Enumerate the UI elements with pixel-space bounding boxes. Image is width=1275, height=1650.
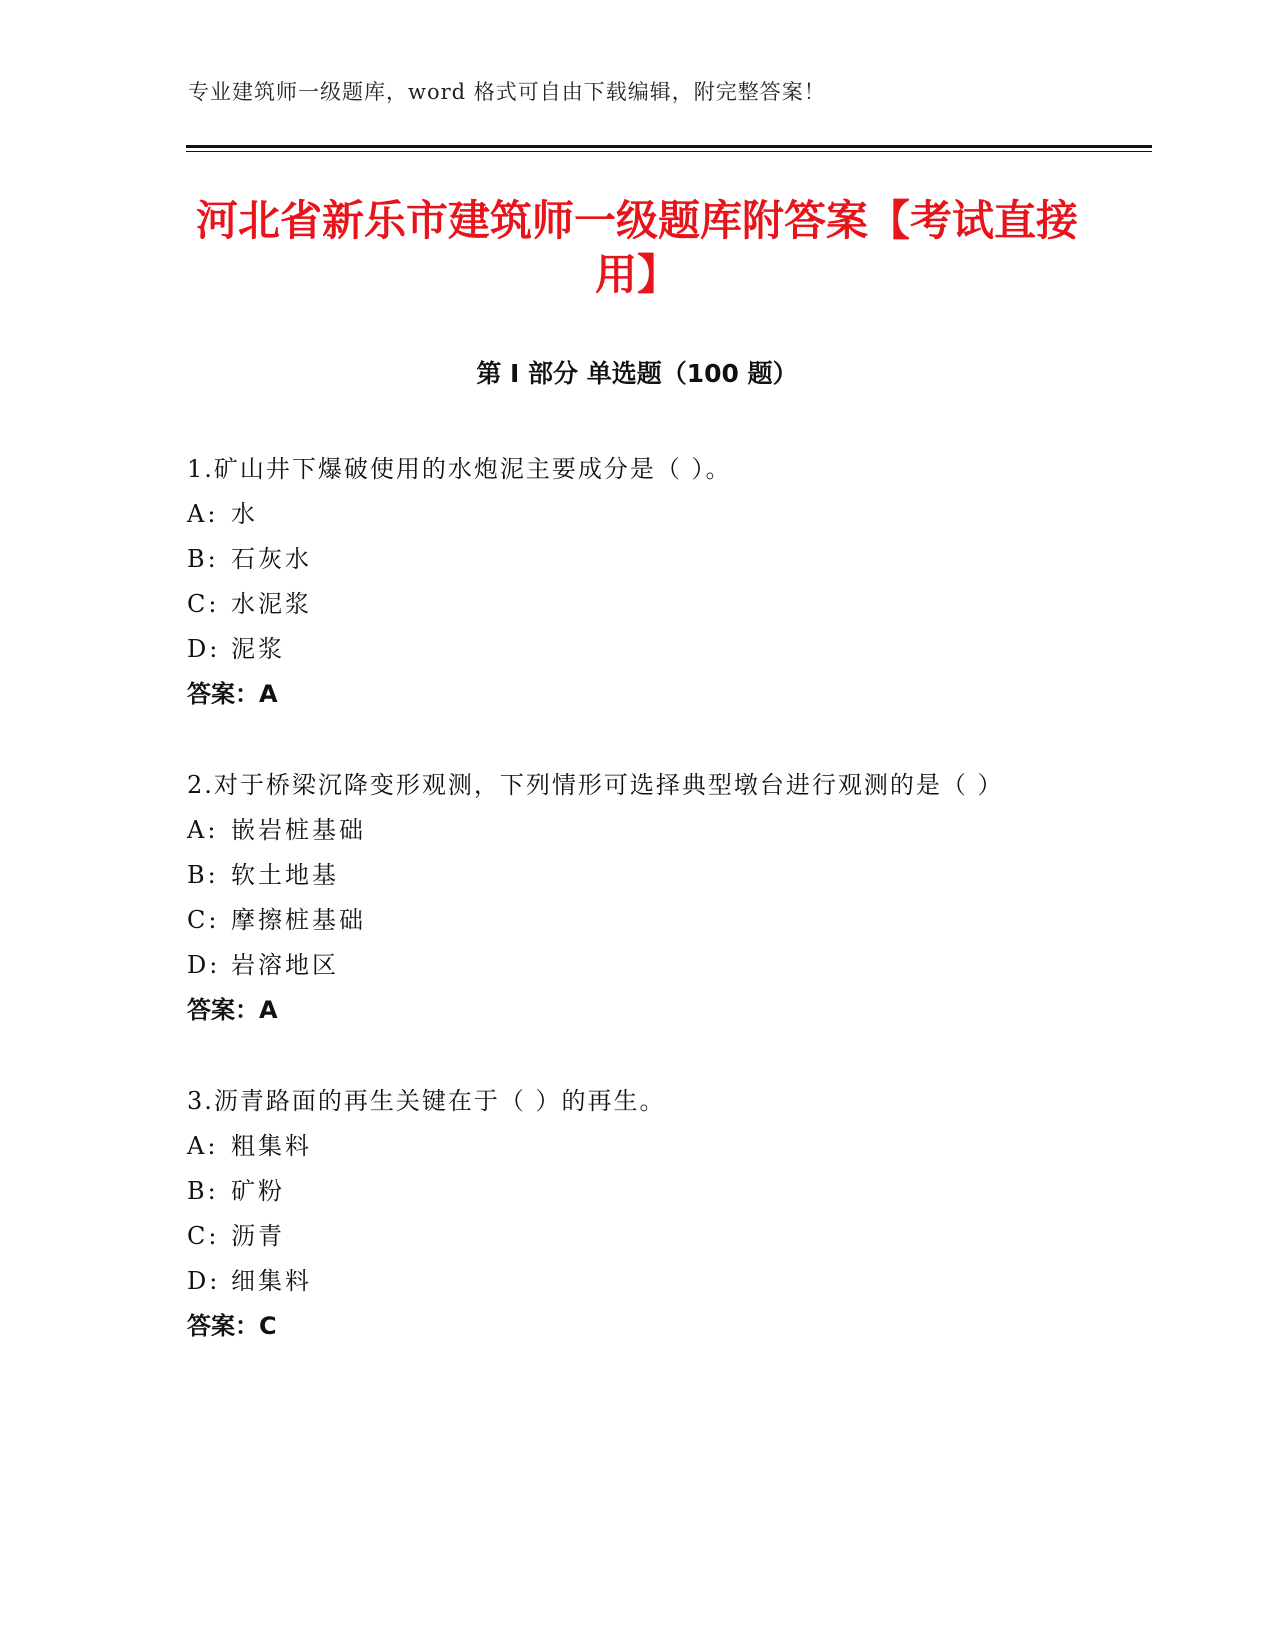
answer-label: 答案： <box>187 996 259 1024</box>
option-c <box>187 898 1067 943</box>
option-text: 细集料 <box>231 1267 312 1295</box>
question-2 <box>187 762 1067 1033</box>
option-c <box>187 1214 1067 1259</box>
answer-value: A <box>259 996 278 1024</box>
option-key: A: <box>187 500 219 528</box>
answer-line <box>187 672 1067 717</box>
option-text: 粗集料 <box>231 1132 312 1160</box>
option-text: 水泥浆 <box>231 590 312 618</box>
option-a <box>187 808 1067 853</box>
option-text: 石灰水 <box>231 545 312 573</box>
answer-line <box>187 988 1067 1033</box>
option-text: 泥浆 <box>231 635 285 663</box>
option-c <box>187 582 1067 627</box>
option-key: A: <box>187 1132 219 1160</box>
header-rule-thick <box>186 145 1152 148</box>
option-text: 软土地基 <box>231 861 339 889</box>
option-key: A: <box>187 816 219 844</box>
header-rule-thin <box>186 151 1152 152</box>
question-1 <box>187 446 1067 717</box>
answer-label: 答案： <box>187 1312 259 1340</box>
question-3 <box>187 1078 1067 1349</box>
option-b <box>187 853 1067 898</box>
option-text: 矿粉 <box>231 1177 285 1205</box>
option-key: B: <box>187 1177 219 1205</box>
option-b <box>187 1169 1067 1214</box>
option-text: 水 <box>231 500 258 528</box>
option-text: 嵌岩桩基础 <box>231 816 366 844</box>
option-text: 摩擦桩基础 <box>231 906 366 934</box>
answer-line <box>187 1304 1067 1349</box>
option-key: D: <box>187 635 221 663</box>
option-text: 沥青 <box>231 1222 285 1250</box>
option-a <box>187 492 1067 537</box>
section-title: 第 I 部分 单选题（100 题） <box>476 359 798 388</box>
header-note: 专业建筑师一级题库，word 格式可自由下载编辑，附完整答案！ <box>188 80 826 104</box>
question-list <box>187 446 1067 1394</box>
question-stem: 3.沥青路面的再生关键在于（ ）的再生。 <box>187 1087 666 1115</box>
option-text: 岩溶地区 <box>231 951 339 979</box>
option-key: C: <box>187 590 220 618</box>
answer-label: 答案： <box>187 680 259 708</box>
option-d <box>187 627 1067 672</box>
option-key: C: <box>187 1222 220 1250</box>
option-d <box>187 943 1067 988</box>
answer-value: C <box>259 1312 277 1340</box>
answer-value: A <box>259 680 278 708</box>
option-key: B: <box>187 545 219 573</box>
option-key: D: <box>187 1267 221 1295</box>
document-title: 河北省新乐市建筑师一级题库附答案【考试直接用】 <box>195 196 1078 299</box>
option-b <box>187 537 1067 582</box>
question-stem: 1.矿山井下爆破使用的水炮泥主要成分是（ ）。 <box>187 455 732 483</box>
option-key: B: <box>187 861 219 889</box>
option-key: D: <box>187 951 221 979</box>
option-a <box>187 1124 1067 1169</box>
question-stem: 2.对于桥梁沉降变形观测，下列情形可选择典型墩台进行观测的是（ ） <box>187 771 1004 799</box>
option-d <box>187 1259 1067 1304</box>
option-key: C: <box>187 906 220 934</box>
